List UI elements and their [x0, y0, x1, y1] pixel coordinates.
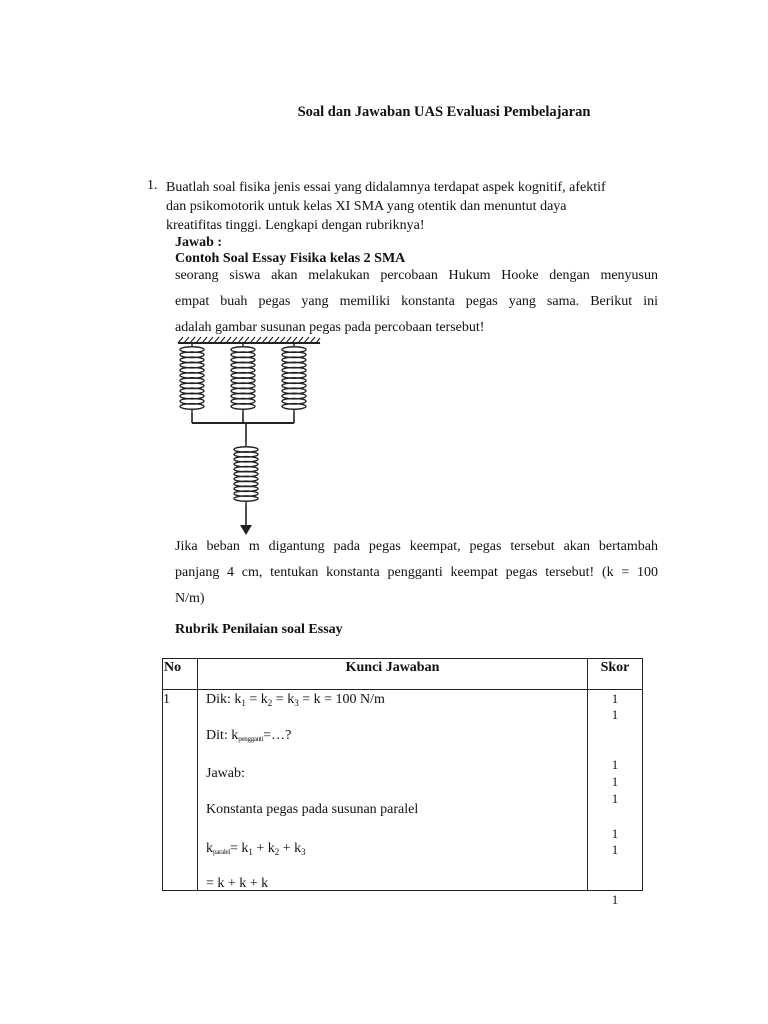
intro-line: empat buah pegas yang memiliki konstanta pegas yang sama. Berikut ini — [175, 294, 658, 309]
score-value: 1 — [611, 692, 619, 706]
dik-line: Dik: $k_1 = k_2 = k_3 = k = 100$ N/m — [206, 692, 385, 708]
spring-1 — [180, 343, 204, 413]
question-line: Buatlah soal fisika jenis essai yang didalamnya terdapat aspek kognitif, afektif — [166, 180, 606, 195]
score-value: 1 — [611, 708, 619, 722]
example-title: Contoh Soal Essay Fisika kelas 2 SMA — [175, 251, 406, 266]
question-line: kreatifitas tinggi. Lengkapi dengan rubriknya! — [166, 218, 425, 233]
intro-line: seorang siswa akan melakukan percobaan Hukum Hooke dengan menyusun — [175, 268, 658, 283]
problem-line: N/m) — [175, 591, 205, 606]
kparalel-line: $k_{paralel}= k_1 + k_2 + k_3$ — [206, 841, 306, 857]
kunci-cell — [198, 690, 588, 891]
score-value: 1 — [611, 893, 619, 907]
skor-cell — [588, 690, 643, 907]
dit-line: Dit: $k_{pengganti}=\dots$? — [206, 728, 292, 743]
header-no: No — [163, 659, 198, 690]
problem-paragraph — [175, 534, 658, 612]
score-value: 1 — [611, 843, 619, 857]
header-skor: Skor — [588, 659, 643, 690]
header-kunci: Kunci Jawaban — [198, 659, 588, 690]
score-value: 1 — [611, 792, 619, 806]
table-row — [163, 690, 643, 891]
document-title: Soal dan Jawaban UAS Evaluasi Pembelajaran — [297, 104, 591, 120]
score-value: 1 — [611, 827, 619, 841]
spring-2 — [231, 343, 255, 413]
ceiling-support — [178, 337, 320, 343]
rubric-title: Rubrik Penilaian soal Essay — [175, 622, 343, 637]
spring-4 — [234, 443, 258, 505]
score-value: 1 — [611, 758, 619, 772]
intro-paragraph — [175, 263, 658, 341]
spring-arrangement-figure — [170, 335, 330, 540]
jawab-line: Jawab: — [206, 766, 245, 781]
problem-line: panjang 4 cm, tentukan konstanta pengganti keempat pegas tersebut! (k = 100 — [175, 565, 658, 580]
problem-line: Jika beban m digantung pada pegas keempat, pegas tersebut akan bertambah — [175, 539, 658, 554]
spring-3 — [282, 343, 306, 413]
intro-line: adalah gambar susunan pegas pada percobaan tersebut! — [175, 320, 485, 335]
jawab-label: Jawab : — [175, 235, 223, 250]
score-value: 1 — [611, 775, 619, 789]
konstanta-line: Konstanta pegas pada susunan paralel — [206, 802, 419, 817]
rubric-table — [162, 658, 643, 907]
sum-line: = k + k + k — [206, 876, 269, 891]
connector-bar — [192, 413, 294, 525]
table-header-row — [163, 659, 643, 690]
question-number: 1. — [147, 178, 158, 193]
row-number: 1 — [163, 690, 198, 891]
question-line: dan psikomotorik untuk kelas XI SMA yang otentik dan menuntut daya — [166, 199, 567, 214]
question-text — [166, 178, 656, 235]
